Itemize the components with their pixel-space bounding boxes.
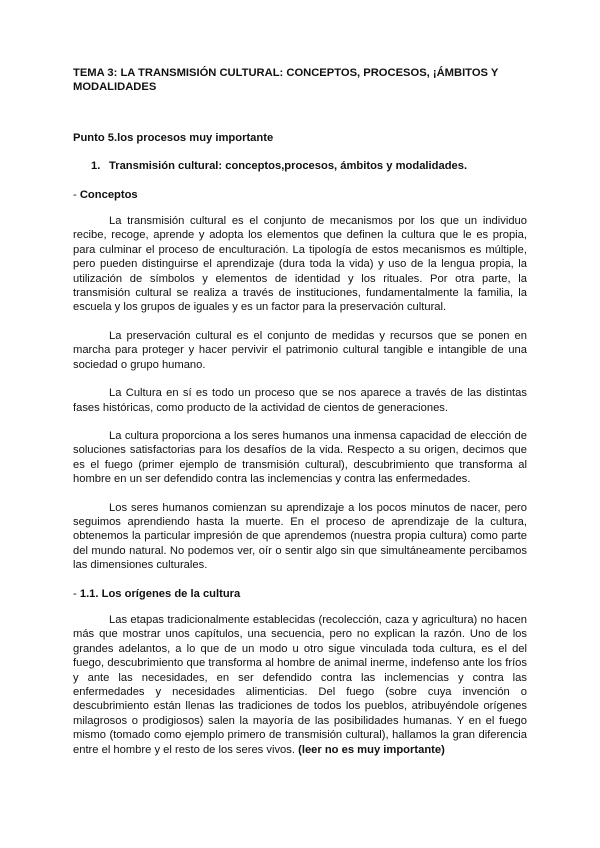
paragraph-origenes-text: Las etapas tradicionalmente establecidas (recolección, caza y agricultura) no hacen más que mostrar unos capítulos, una secuencia, pero no explican la razón. Uno de los grandes adelantos, a lo que de un modo u otro sigue vinculada toda cultura, es el del fuego, descubrimiento que transforma al hombre de animal inerme, indefenso ante los fríos y ante las necesidades, en ser defendido contra las inclemencias y contra las enfermedades y necesidades alimenticias. Del fuego (sobre cuya invención o descubrimiento están llenas las tradiciones de todos los pueblos, atribuyéndole orígenes milagrosos o prodigiosos) salen la mayoría de las posibilidades humanas. Y en el fuego mismo (tomado como ejemplo primero de transmisión cultural), hallamos la gran diferencia entre el hombre y el resto de los seres vivos. <box>73 613 527 756</box>
paragraph-transmision: La transmisión cultural es el conjunto de mecanismos por los que un individuo recibe, recoge, aprende y adopta los elementos que definen la cultura que le es propia, para culminar el proceso de enculturación. La tipología de estos mecanismos es múltiple, pero pueden distinguirse el aprendizaje (dura toda la vida) y uso de la lengua propia, la utilización de símbolos y elementos de identidad y los rituales. Por otra parte, la transmisión cultural se realiza a través de instituciones, fundamentalmente la familia, la escuela y los grupos de iguales y es un factor para la preservación cultural. <box>73 215 527 314</box>
paragraph-aprendizaje: Los seres humanos comienzan su aprendizaje a los pocos minutos de nacer, pero seguimos aprendiendo hasta la muerte. En el proceso de aprendizaje de la cultura, obtenemos la particular impresión de que aprendemos (nuestra propia cultura) como parte del mundo natural. No podemos ver, oír o sentir algo sin que simultáneamente percibamos las dimensiones culturales. <box>73 501 527 572</box>
document-title: TEMA 3: LA TRANSMISIÓN CULTURAL: CONCEPTOS, PROCESOS, ¡ÁMBITOS Y MODALIDADES <box>73 67 499 94</box>
numbered-heading <box>91 159 527 173</box>
section-dash: - <box>73 188 80 201</box>
paragraph-origenes <box>73 613 527 757</box>
section-label: 1.1. Los orígenes de la cultura <box>79 587 241 600</box>
heading-text: Transmisión cultural: conceptos,procesos, ámbitos y modalidades. <box>109 160 468 173</box>
section-heading-conceptos <box>73 188 527 202</box>
paragraph-preservacion: La preservación cultural es el conjunto de medidas y recursos que se ponen en marcha para proteger y hacer pervivir el patrimonio cultural tangible e intangible de una sociedad o grupo humano. <box>73 329 527 371</box>
document-subtitle: Punto 5.los procesos muy importante <box>73 131 274 144</box>
heading-number: 1. <box>91 160 101 173</box>
paragraph-cultura-proceso: La Cultura en sí es todo un proceso que se nos aparece a través de las distintas fases históricas, como producto de la actividad de cientos de generaciones. <box>73 387 527 414</box>
section-dash: - <box>73 587 80 600</box>
section-label: Conceptos <box>79 188 138 201</box>
paragraph-cultura-eleccion: La cultura proporciona a los seres humanos una inmensa capacidad de elección de soluciones satisfactorias para los desafíos de la vida. Respecto a su origen, decimos que es el fuego (primer ejemplo de transmisión cultural), descubrimiento que transforma al hombre en un ser defendido contra las inclemencias y contra las enfermedades. <box>73 429 527 486</box>
section-heading-origenes <box>73 587 527 601</box>
reading-note: (leer no es muy importante) <box>298 743 445 756</box>
